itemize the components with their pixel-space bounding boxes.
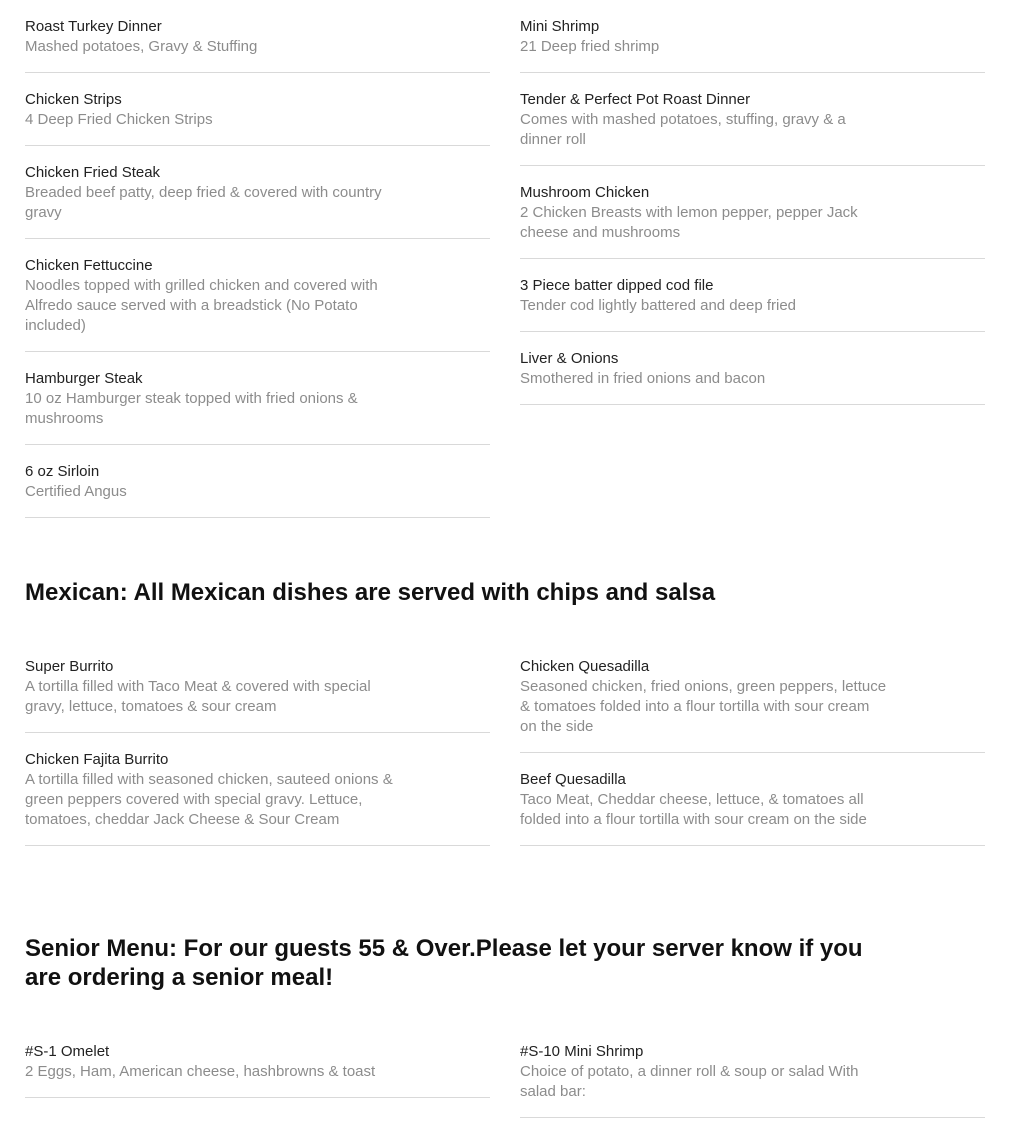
menu-column-right xyxy=(520,17,985,535)
menu-item-name: Hamburger Steak xyxy=(25,370,143,387)
menu-item xyxy=(25,462,490,518)
menu-column-right xyxy=(520,1042,985,1127)
menu-item-description: Comes with mashed potatoes, stuffing, gravy & a dinner roll xyxy=(520,111,846,148)
menu-item-name: #S-10 Mini Shrimp xyxy=(520,1043,644,1060)
menu-item xyxy=(25,17,490,73)
menu-item-description: A tortilla filled with seasoned chicken, sauteed onions & green peppers covered with special gravy. Lettuce, tomatoes, cheddar Jack Cheese & Sour Cream xyxy=(25,771,393,828)
menu-item-name: Tender & Perfect Pot Roast Dinner xyxy=(520,91,751,108)
menu-item-description: 10 oz Hamburger steak topped with fried onions & mushrooms xyxy=(25,390,358,427)
menu-item-name: #S-1 Omelet xyxy=(25,1043,110,1060)
menu-item-name: Beef Quesadilla xyxy=(520,771,626,788)
menu-item-name: Chicken Quesadilla xyxy=(520,658,650,675)
menu-item-description: Noodles topped with grilled chicken and covered with Alfredo sauce served with a breadstick (No Potato included) xyxy=(25,277,378,334)
menu-item-description: Certified Angus xyxy=(25,483,127,500)
menu-item xyxy=(25,256,490,352)
menu-column-left xyxy=(25,657,490,863)
menu-item xyxy=(520,90,985,166)
menu-item xyxy=(25,750,490,846)
menu-item-name: Chicken Fettuccine xyxy=(25,257,153,274)
menu-item-name: Chicken Fajita Burrito xyxy=(25,751,169,768)
menu-item xyxy=(520,1042,985,1118)
menu-item-description: A tortilla filled with Taco Meat & covered with special gravy, lettuce, tomatoes & sour cream xyxy=(25,678,371,715)
menu-item xyxy=(520,183,985,259)
menu-item-name: Super Burrito xyxy=(25,658,114,675)
menu-item-description: Tender cod lightly battered and deep fried xyxy=(520,297,797,314)
menu-item-name: Mini Shrimp xyxy=(520,18,600,35)
menu-item-name: 3 Piece batter dipped cod file xyxy=(520,277,714,294)
menu-item xyxy=(25,163,490,239)
menu-item-description: Breaded beef patty, deep fried & covered with country gravy xyxy=(25,184,382,221)
section-title-senior: Senior Menu: For our guests 55 & Over.Please let your server know if you are ordering a senior meal! xyxy=(25,935,863,991)
menu-item-name: Chicken Fried Steak xyxy=(25,164,161,181)
menu-item-name: Chicken Strips xyxy=(25,91,122,108)
menu-item-description: Taco Meat, Cheddar cheese, lettuce, & tomatoes all folded into a flour tortilla with sour cream on the side xyxy=(520,791,867,828)
menu-item xyxy=(25,1042,490,1098)
menu-item-description: 21 Deep fried shrimp xyxy=(520,38,660,55)
menu-item xyxy=(25,90,490,146)
menu-item xyxy=(520,349,985,405)
menu-item xyxy=(25,657,490,733)
menu-item-description: Smothered in fried onions and bacon xyxy=(520,370,766,387)
menu-item-description: 2 Chicken Breasts with lemon pepper, pepper Jack cheese and mushrooms xyxy=(520,204,858,241)
menu-item-name: Liver & Onions xyxy=(520,350,619,367)
menu-item-description: Choice of potato, a dinner roll & soup or salad With salad bar: xyxy=(520,1063,859,1100)
menu-column-left xyxy=(25,17,490,535)
menu-item-description: Seasoned chicken, fried onions, green peppers, lettuce & tomatoes folded into a flour tortilla with sour cream on the side xyxy=(520,678,887,735)
menu-item xyxy=(520,770,985,846)
menu-item xyxy=(520,657,985,753)
menu-item-description: Mashed potatoes, Gravy & Stuffing xyxy=(25,38,258,55)
section-title-mexican: Mexican: All Mexican dishes are served with chips and salsa xyxy=(25,579,716,606)
menu-grid-mexican xyxy=(25,657,985,863)
menu-column-right xyxy=(520,657,985,863)
menu-grid-entrees xyxy=(25,17,985,535)
menu-item xyxy=(25,369,490,445)
menu-item-name: Roast Turkey Dinner xyxy=(25,18,162,35)
menu-item-description: 2 Eggs, Ham, American cheese, hashbrowns & toast xyxy=(25,1063,376,1080)
menu-grid-senior xyxy=(25,1042,985,1127)
menu-item xyxy=(520,17,985,73)
menu-item-name: 6 oz Sirloin xyxy=(25,463,100,480)
menu-item xyxy=(520,276,985,332)
menu-item-description: 4 Deep Fried Chicken Strips xyxy=(25,111,213,128)
menu-column-left xyxy=(25,1042,490,1127)
menu-item-name: Mushroom Chicken xyxy=(520,184,650,201)
